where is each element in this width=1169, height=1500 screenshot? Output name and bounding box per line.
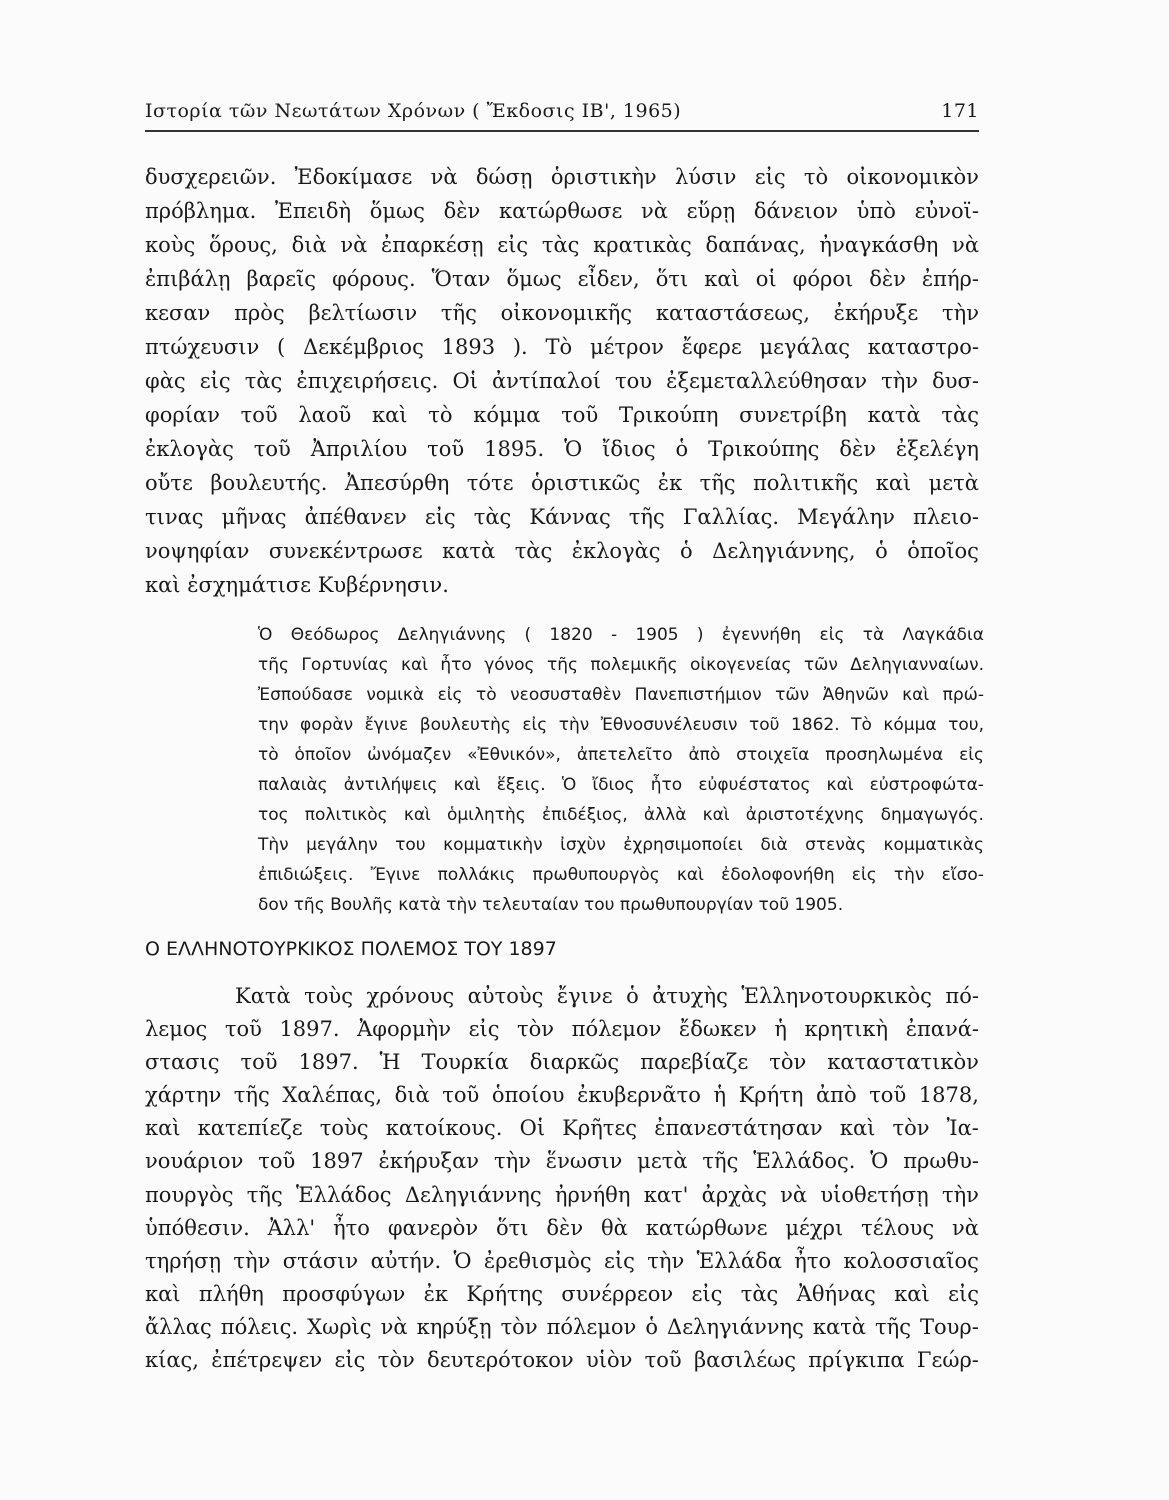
running-title: Ιστορία τῶν Νεωτάτων Χρόνων ( Ἔκδοσις ΙΒ', 1965) [145, 100, 682, 122]
paragraph2-line: πουργὸς τῆς Ἑλλάδος Δεληγιάννης ἠρνήθη κατ' ἀρχὰς νὰ υἱοθετήσῃ τὴν [145, 1182, 979, 1207]
section-heading: Ο ΕΛΛΗΝΟΤΟΥΡΚΙΚΟΣ ΠΟΛΕΜΟΣ ΤΟΥ 1897 [145, 938, 557, 960]
paragraph1-line: ἐκλογὰς τοῦ Ἀπριλίου τοῦ 1895. Ὁ ἴδιος ὁ Τρικούπης δὲν ἐξελέγη [145, 437, 979, 461]
paragraph2-line: τηρήσῃ τὴν στάσιν αὐτήν. Ὁ ἐρεθισμὸς εἰς τὴν Ἑλλάδα ἦτο κολοσσιαῖος [145, 1248, 979, 1273]
footnote [258, 620, 984, 920]
paragraph2-line: ἄλλας πόλεις. Χωρὶς νὰ κηρύξῃ τὸν πόλεμον ὁ Δεληγιάννης κατὰ τῆς Τουρ- [145, 1314, 979, 1339]
paragraph2-line: νουάριον τοῦ 1897 ἐκήρυξαν τὴν ἕνωσιν μετὰ τῆς Ἑλλάδος. Ὁ πρωθυ- [145, 1149, 979, 1174]
footnote-line: τος πολιτικὸς καὶ ὁμιλητὴς ἐπιδέξιος, ἀλλὰ καὶ ἀριστοτέχνης δημαγωγός. [258, 805, 984, 825]
footnote-line: Ἐσπούδασε νομικὰ εἰς τὸ νεοσυσταθὲν Πανεπιστήμιον τῶν Ἀθηνῶν καὶ πρώ- [258, 685, 984, 705]
paragraph1-line: πτώχευσιν ( Δεκέμβριος 1893 ). Τὸ μέτρον ἔφερε μεγάλας καταστρο- [145, 335, 979, 359]
paragraph-2 [145, 980, 979, 1377]
paragraph1-line: πρόβλημα. Ἐπειδὴ ὅμως δὲν κατώρθωσε νὰ εὕρῃ δάνειον ὑπὸ εὐνοϊ- [145, 199, 979, 223]
footnote-line: Τὴν μεγάλην του κομματικὴν ἰσχὺν ἐχρησιμοποίει διὰ στενὰς κομματικὰς [258, 835, 984, 855]
paragraph2-line: καὶ πλήθη προσφύγων ἐκ Κρήτης συνέρρεον εἰς τὰς Ἀθήνας καὶ εἰς [145, 1281, 979, 1306]
paragraph2-line: καὶ κατεπίεζε τοὺς κατοίκους. Οἱ Κρῆτες ἐπανεστάτησαν καὶ τὸν Ἰα- [145, 1116, 979, 1141]
footnote-line: τῆς Γορτυνίας καὶ ἦτο γόνος τῆς πολεμικῆς οἰκογενείας τῶν Δεληγιανναίων. [258, 655, 984, 675]
footnote-line: Ὁ Θεόδωρος Δεληγιάννης ( 1820 - 1905 ) ἐγεννήθη εἰς τὰ Λαγκάδια [258, 625, 984, 645]
paragraph1-line: τινας μῆνας ἀπέθανεν εἰς τὰς Κάννας τῆς Γαλλίας. Μεγάλην πλειο- [145, 505, 979, 529]
paragraph1-line: καὶ ἐσχημάτισε Κυβέρνησιν. [145, 573, 449, 597]
paragraph-1 [145, 160, 979, 602]
paragraph2-line: ὑπόθεσιν. Ἀλλ' ἦτο φανερὸν ὅτι δὲν θὰ κατώρθωνε μέχρι τέλους νὰ [145, 1215, 979, 1240]
running-header [145, 100, 979, 122]
paragraph2-line: χάρτην τῆς Χαλέπας, διὰ τοῦ ὁποίου ἐκυβερνᾶτο ἡ Κρήτη ἀπὸ τοῦ 1878, [145, 1083, 979, 1108]
paragraph2-line: στασις τοῦ 1897. Ἡ Τουρκία διαρκῶς παρεβίαζε τὸν καταστατικὸν [145, 1050, 979, 1075]
paragraph1-line: φὰς εἰς τὰς ἐπιχειρήσεις. Οἱ ἀντίπαλοί του ἐξεμεταλλεύθησαν τὴν δυσ- [145, 369, 979, 393]
paragraph1-line: κοὺς ὅρους, διὰ νὰ ἐπαρκέσῃ εἰς τὰς κρατικὰς δαπάνας, ἠναγκάσθη νὰ [145, 233, 979, 257]
paragraph1-line: κεσαν πρὸς βελτίωσιν τῆς οἰκονομικῆς καταστάσεως, ἐκήρυξε τὴν [145, 301, 979, 325]
footnote-line: ἐπιδιώξεις. Ἔγινε πολλάκις πρωθυπουργὸς καὶ ἐδολοφονήθη εἰς τὴν εἴσο- [258, 865, 984, 885]
footnote-line: δον τῆς Βουλῆς κατὰ τὴν τελευταίαν του πρωθυπουργίαν τοῦ 1905. [258, 895, 844, 915]
page-number: 171 [941, 100, 979, 122]
footnote-line: την φορὰν ἔγινε βουλευτὴς εἰς τὴν Ἐθνοσυνέλευσιν τοῦ 1862. Τὸ κόμμα του, [258, 715, 984, 735]
footnote-line: παλαιὰς ἀντιλήψεις καὶ ἕξεις. Ὁ ἴδιος ἦτο εὐφυέστατος καὶ εὐστροφώτα- [258, 775, 984, 795]
paragraph2-line: λεμος τοῦ 1897. Ἀφορμὴν εἰς τὸν πόλεμον ἔδωκεν ἡ κρητικὴ ἐπανά- [145, 1017, 979, 1042]
paragraph1-line: νοψηφίαν συνεκέντρωσε κατὰ τὰς ἐκλογὰς ὁ Δεληγιάννης, ὁ ὁποῖος [145, 539, 979, 563]
paragraph2-line: Κατὰ τοὺς χρόνους αὐτοὺς ἔγινε ὁ ἀτυχὴς Ἑλληνοτουρκικὸς πό- [235, 984, 979, 1008]
paragraph1-line: δυσχερειῶν. Ἐδοκίμασε νὰ δώσῃ ὁριστικὴν λύσιν εἰς τὸ οἰκονομικὸν [145, 165, 979, 189]
footnote-line: τὸ ὁποῖον ὠνόμαζεν «Ἐθνικόν», ἀπετελεῖτο ἀπὸ στοιχεῖα προσηλωμένα εἰς [258, 745, 984, 765]
paragraph1-line: οὔτε βουλευτής. Ἀπεσύρθη τότε ὁριστικῶς ἐκ τῆς πολιτικῆς καὶ μετὰ [145, 471, 979, 495]
paragraph1-line: ἐπιβάλῃ βαρεῖς φόρους. Ὅταν ὅμως εἶδεν, ὅτι καὶ οἱ φόροι δὲν ἐπήρ- [145, 267, 979, 291]
paragraph1-line: φορίαν τοῦ λαοῦ καὶ τὸ κόμμα τοῦ Τρικούπη συνετρίβη κατὰ τὰς [145, 403, 979, 427]
paragraph2-line: κίας, ἐπέτρεψεν εἰς τὸν δευτερότοκον υἱὸν τοῦ βασιλέως πρίγκιπα Γεώρ- [145, 1348, 979, 1373]
header-rule [145, 130, 979, 132]
